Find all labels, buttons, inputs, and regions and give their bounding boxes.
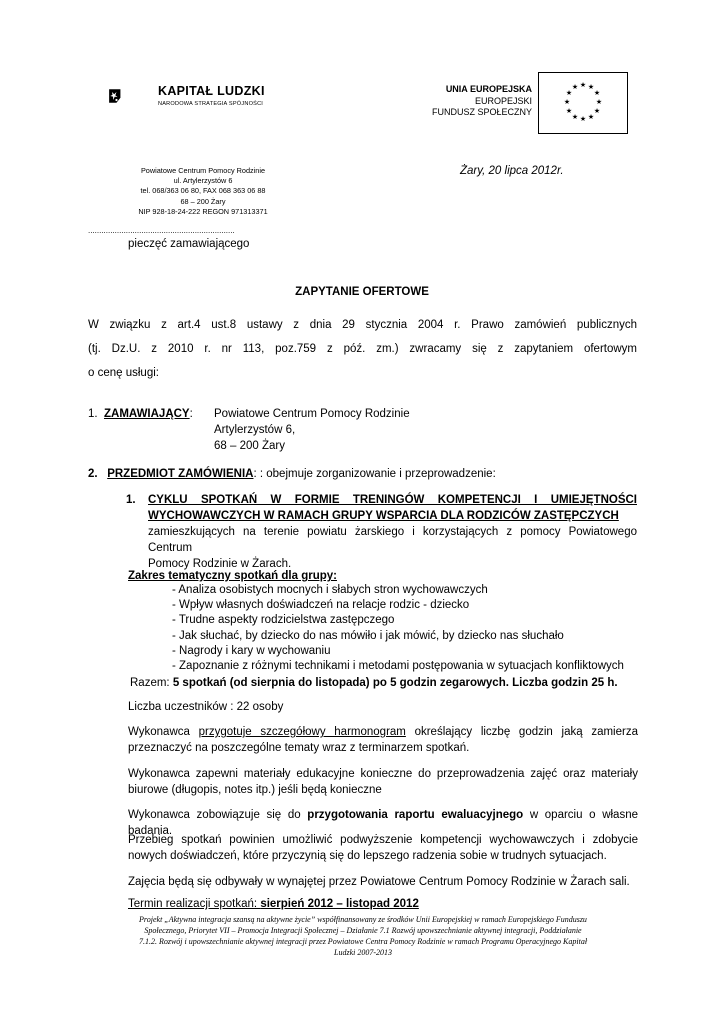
p3-c: w oparciu o własne badania. bbox=[128, 809, 638, 837]
svg-text:★: ★ bbox=[565, 89, 573, 97]
scope-title: Zakres tematyczny spotkań dla grupy: bbox=[128, 570, 337, 582]
section1-number: 1. bbox=[88, 408, 98, 420]
stamp-label: pieczęć zamawiającego bbox=[128, 238, 250, 250]
footer-line1: Projekt „Aktywna integracja szansą na aktywne życie” współfinansowany ze środków Unii Europejskiej w ramach Europejskiego Funduszu bbox=[139, 915, 587, 924]
section2-label: PRZEDMIOT ZAMÓWIENIA bbox=[107, 468, 254, 480]
sender-address bbox=[108, 166, 298, 217]
razem-label: Razem: bbox=[130, 677, 173, 689]
topics-list bbox=[172, 583, 624, 674]
eu-flag-icon bbox=[538, 72, 628, 134]
term-line bbox=[128, 896, 638, 912]
section1-colon: : bbox=[189, 408, 193, 420]
section2-tail: : : obejmuje zorganizowanie i przeprowadzenie: bbox=[253, 468, 496, 480]
sender-line2: ul. Artylerzystów 6 bbox=[173, 176, 233, 186]
section1-label: ZAMAWIAJĄCY bbox=[103, 408, 190, 420]
intro-paragraph bbox=[88, 313, 637, 385]
p3-bold: przygotowania raportu ewaluacyjnego bbox=[307, 809, 524, 821]
item1-desc-line1: zamieszkujących na terenie powiatu żarskiego i korzystających z pomocy Powiatowego Centrum bbox=[148, 526, 637, 554]
footer-line3: 7.1.2. Rozwój i upowszechnianie aktywnej integracji przez Powiatowe Centra Pomocy Rodzinie w ramach Programu Operacyjnego Kapitał bbox=[138, 937, 588, 946]
section1-addr2: Artylerzystów 6, bbox=[214, 424, 296, 436]
svg-text:★: ★ bbox=[563, 98, 571, 106]
item1-title-line2: WYCHOWAWCZYCH W RAMACH GRUPY WSPARCIA DLA RODZICÓW ZASTĘPCZYCH bbox=[148, 510, 619, 522]
sender-line5: NIP 928-18-24-222 REGON 971313371 bbox=[138, 206, 268, 216]
svg-text:★: ★ bbox=[593, 89, 601, 97]
intro-line2: (tj. Dz.U. z 2010 r. nr 113, poz.759 z póź. zm.) zwracamy się z zapytaniem ofertowym bbox=[88, 343, 637, 355]
document-date: Żary, 20 lipca 2012r. bbox=[460, 165, 564, 177]
intro-line3: o cenę usługi: bbox=[88, 367, 159, 379]
section2-heading bbox=[88, 468, 496, 480]
footer-line4: Ludzki 2007-2013 bbox=[334, 948, 392, 957]
svg-text:★: ★ bbox=[579, 81, 587, 89]
ue-line2: EUROPEJSKI bbox=[474, 95, 532, 106]
svg-text:★: ★ bbox=[595, 98, 603, 106]
ue-logo-text bbox=[420, 84, 532, 119]
paragraph-materials: Wykonawca zapewni materiały edukacyjne konieczne do przeprowadzenia zajęć oraz materiały biurowe (długopis, notes itp.) jeśli będą konieczne bbox=[128, 768, 638, 796]
section2-item1 bbox=[126, 492, 637, 572]
p3-a: Wykonawca zobowiązuje się do bbox=[128, 809, 308, 821]
svg-text:★: ★ bbox=[593, 107, 601, 115]
item1-desc-line2: Pomocy Rodzinie w Żarach. bbox=[148, 558, 292, 570]
term-value: sierpień 2012 – listopad 2012 bbox=[260, 898, 419, 910]
section1-address bbox=[214, 406, 410, 454]
svg-text:★: ★ bbox=[565, 107, 573, 115]
svg-text:★: ★ bbox=[587, 113, 595, 121]
topic-item: - Wpływ własnych doświadczeń na relacje rodzic - dziecko bbox=[172, 599, 470, 612]
razem-line bbox=[130, 677, 618, 689]
footer-project-note bbox=[88, 914, 638, 958]
document-title: ZAPYTANIE OFERTOWE bbox=[295, 286, 429, 298]
p1-underlined: przygotuje szczegółowy harmonogram bbox=[198, 726, 406, 738]
sender-line4: 68 – 200 Żary bbox=[180, 196, 226, 206]
svg-text:★: ★ bbox=[579, 115, 587, 123]
participants-line: Liczba uczestników : 22 osoby bbox=[128, 701, 284, 713]
item1-number: 1. bbox=[126, 494, 136, 506]
topic-item: - Jak słuchać, by dziecko do nas mówiło i jak mówić, by dziecko nas słuchało bbox=[172, 629, 564, 642]
kapital-ludzki-logo-icon bbox=[108, 68, 156, 124]
item1-title-line1: CYKLU SPOTKAŃ W FORMIE TRENINGÓW KOMPETENCJI I UMIEJĘTNOŚCI bbox=[148, 494, 637, 506]
topic-item: - Zapoznanie z różnymi technikami i metodami postępowania w sytuacjach konfliktowych bbox=[172, 660, 624, 673]
topic-item: - Analiza osobistych mocnych i słabych stron wychowawczych bbox=[172, 584, 488, 596]
paragraph-harmonogram bbox=[128, 724, 638, 756]
p1-a: Wykonawca bbox=[128, 726, 199, 738]
svg-text:★: ★ bbox=[571, 113, 579, 121]
topic-item: - Nagrody i kary w wychowaniu bbox=[172, 644, 331, 657]
ue-line1: UNIA EUROPEJSKA bbox=[445, 84, 532, 94]
section1-heading bbox=[88, 406, 193, 422]
intro-line1: W związku z art.4 ust.8 ustawy z dnia 29 stycznia 2004 r. Prawo zamówień publicznych bbox=[88, 319, 637, 331]
kl-logo-subtitle: NARODOWA STRATEGIA SPÓJNOŚCI bbox=[158, 101, 264, 107]
sender-line3: tel. 068/363 06 80, FAX 068 363 06 88 bbox=[140, 186, 266, 196]
sender-line1: Powiatowe Centrum Pomocy Rodzinie bbox=[140, 166, 266, 175]
paragraph-venue: Zajęcia będą się odbywały w wynajętej przez Powiatowe Centrum Pomocy Rodzinie w Żarach sali. bbox=[128, 876, 630, 888]
footer-line2: Społecznego, Priorytet VII – Promocja Integracji Społecznej – Działanie 7.1 Rozwój upowszechnianie aktywnej integracji, Poddziałanie bbox=[144, 926, 582, 935]
topic-item: - Trudne aspekty rodzicielstwa zastępczego bbox=[172, 614, 395, 627]
svg-text:★: ★ bbox=[571, 83, 579, 91]
p1-b: określający liczbę godzin jaką zamierza przeznaczyć na poszczególne tematy wraz z terminarzem spotkań. bbox=[128, 726, 638, 754]
section1-addr1: Powiatowe Centrum Pomocy Rodzinie bbox=[214, 408, 410, 420]
stamp-dotted-line: .................................................................. bbox=[88, 226, 235, 235]
term-label: Termin realizacji spotkań: bbox=[128, 898, 261, 910]
ue-line3: FUNDUSZ SPOŁECZNY bbox=[431, 107, 532, 117]
paragraph-competences: Przebieg spotkań powinien umożliwić podwyższenie kompetencji wychowawczych i zdobycie nowych doświadczeń, które przyczynią się do lepszego radzenia sobie w trudnych sytuacjach. bbox=[128, 834, 638, 862]
section1-addr3: 68 – 200 Żary bbox=[214, 440, 285, 452]
razem-text: 5 spotkań (od sierpnia do listopada) po 5 godzin zegarowych. Liczba godzin 25 h. bbox=[172, 677, 618, 689]
section2-number: 2. bbox=[88, 468, 98, 480]
svg-text:★: ★ bbox=[587, 83, 595, 91]
kl-logo-title: KAPITAŁ LUDZKI bbox=[158, 84, 265, 98]
